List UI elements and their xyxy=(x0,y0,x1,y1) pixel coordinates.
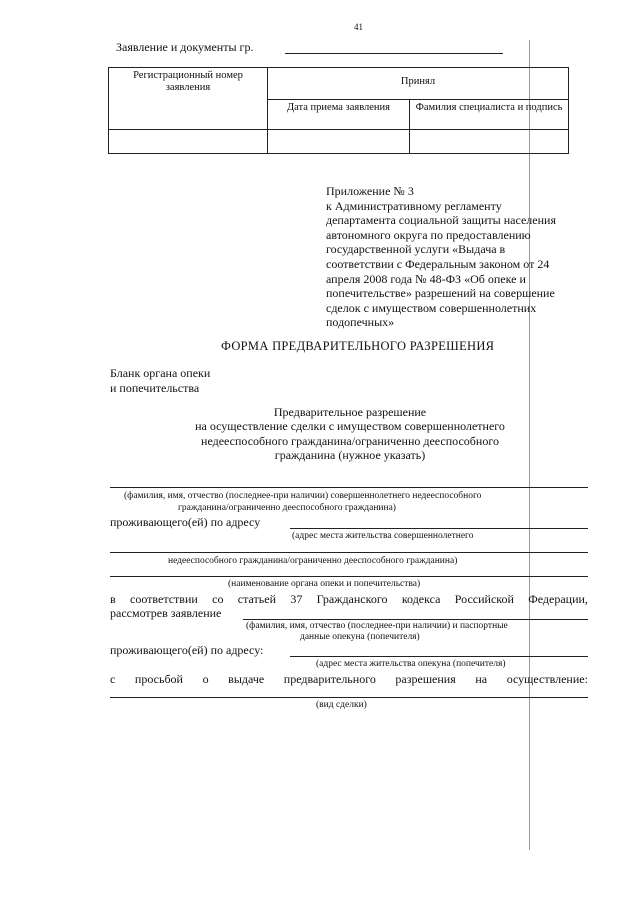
deal-type-field[interactable] xyxy=(110,697,588,698)
authority-blank xyxy=(110,366,210,395)
guardian-name-field[interactable] xyxy=(243,619,588,620)
intro-label: Заявление и документы гр. xyxy=(116,40,254,54)
guardian-address-field[interactable] xyxy=(290,656,588,657)
doc-title-line: гражданина (нужное указать) xyxy=(274,448,426,463)
appendix-line: Приложение № 3 xyxy=(326,184,414,198)
appendix-line: подопечных» xyxy=(326,315,395,330)
caption-guardian-1: (фамилия, имя, отчество (последнее-при наличии) и паспортные xyxy=(246,621,508,631)
caption-deal: (вид сделки) xyxy=(316,700,367,710)
header-date: Дата приема заявления xyxy=(268,100,410,130)
cell-specialist[interactable] xyxy=(410,130,569,154)
appendix-line: автономного округа по предоставлению xyxy=(326,227,531,242)
appendix-line: соответствии с Федеральным законом от 24 xyxy=(326,256,550,271)
residing-label: проживающего(ей) по адресу xyxy=(110,515,261,529)
appendix-line: государственной услуги «Выдача в xyxy=(326,242,506,257)
form-title: ФОРМА ПРЕДВАРИТЕЛЬНОГО РАЗРЕШЕНИЯ xyxy=(221,339,495,353)
authority-name-field[interactable] xyxy=(110,576,588,577)
page-number: 41 xyxy=(354,22,363,32)
caption-guardian-address: (адрес места жительства опекуна (попечителя) xyxy=(316,659,506,669)
considered-label: рассмотрев заявление xyxy=(110,606,222,620)
appendix-line: апреля 2008 года № 48-ФЗ «Об опеке и xyxy=(326,271,526,286)
document-title xyxy=(150,405,550,463)
appendix-line: департамента социальной защиты населения xyxy=(326,213,556,228)
caption-guardian-2: данные опекуна (попечителя) xyxy=(300,632,420,642)
cell-reg-number[interactable] xyxy=(109,130,268,154)
ward-address-field-2[interactable] xyxy=(110,552,588,553)
appendix-line: сделок с имуществом совершеннолетних xyxy=(326,300,537,315)
caption-address-2: недееспособного гражданина/ограниченно дееспособного гражданина) xyxy=(168,556,458,566)
doc-title-line: Предварительное разрешение xyxy=(273,405,427,419)
header-specialist: Фамилия специалиста и подпись xyxy=(410,100,569,130)
doc-title-line: недееспособного гражданина/ограниченно дееспособного xyxy=(201,433,499,448)
accordance-line: в соответствии со статьей 37 Гражданского кодекса Российской Федерации, xyxy=(110,592,588,606)
intro-name-field[interactable] xyxy=(285,53,503,54)
caption-authority: (наименование органа опеки и попечительства) xyxy=(228,579,421,589)
residing-label-2: проживающего(ей) по адресу: xyxy=(110,643,264,657)
appendix-block xyxy=(326,184,606,330)
caption-fio-1: (фамилия, имя, отчество (последнее-при наличии) совершеннолетнего недееспособного xyxy=(124,491,482,501)
header-accepted: Принял xyxy=(268,68,569,100)
caption-fio-2: гражданина/ограниченно дееспособного гражданина) xyxy=(178,503,396,513)
appendix-line: к Административному регламенту xyxy=(326,198,502,213)
request-line: с просьбой о выдаче предварительного разрешения на осуществление: xyxy=(110,672,588,686)
header-reg-number: Регистрационный номер заявления xyxy=(109,68,268,130)
cell-date[interactable] xyxy=(268,130,410,154)
ward-address-field[interactable] xyxy=(290,528,588,529)
registration-table xyxy=(108,67,569,154)
blank-line: и попечительства xyxy=(110,380,200,395)
blank-line: Бланк органа опеки xyxy=(110,366,211,380)
doc-title-line: на осуществление сделки с имуществом совершеннолетнего xyxy=(195,419,505,434)
caption-address-1: (адрес места жительства совершеннолетнего xyxy=(292,531,474,541)
ward-name-field[interactable] xyxy=(110,487,588,488)
appendix-line: попечительстве» разрешений на совершение xyxy=(326,286,555,301)
